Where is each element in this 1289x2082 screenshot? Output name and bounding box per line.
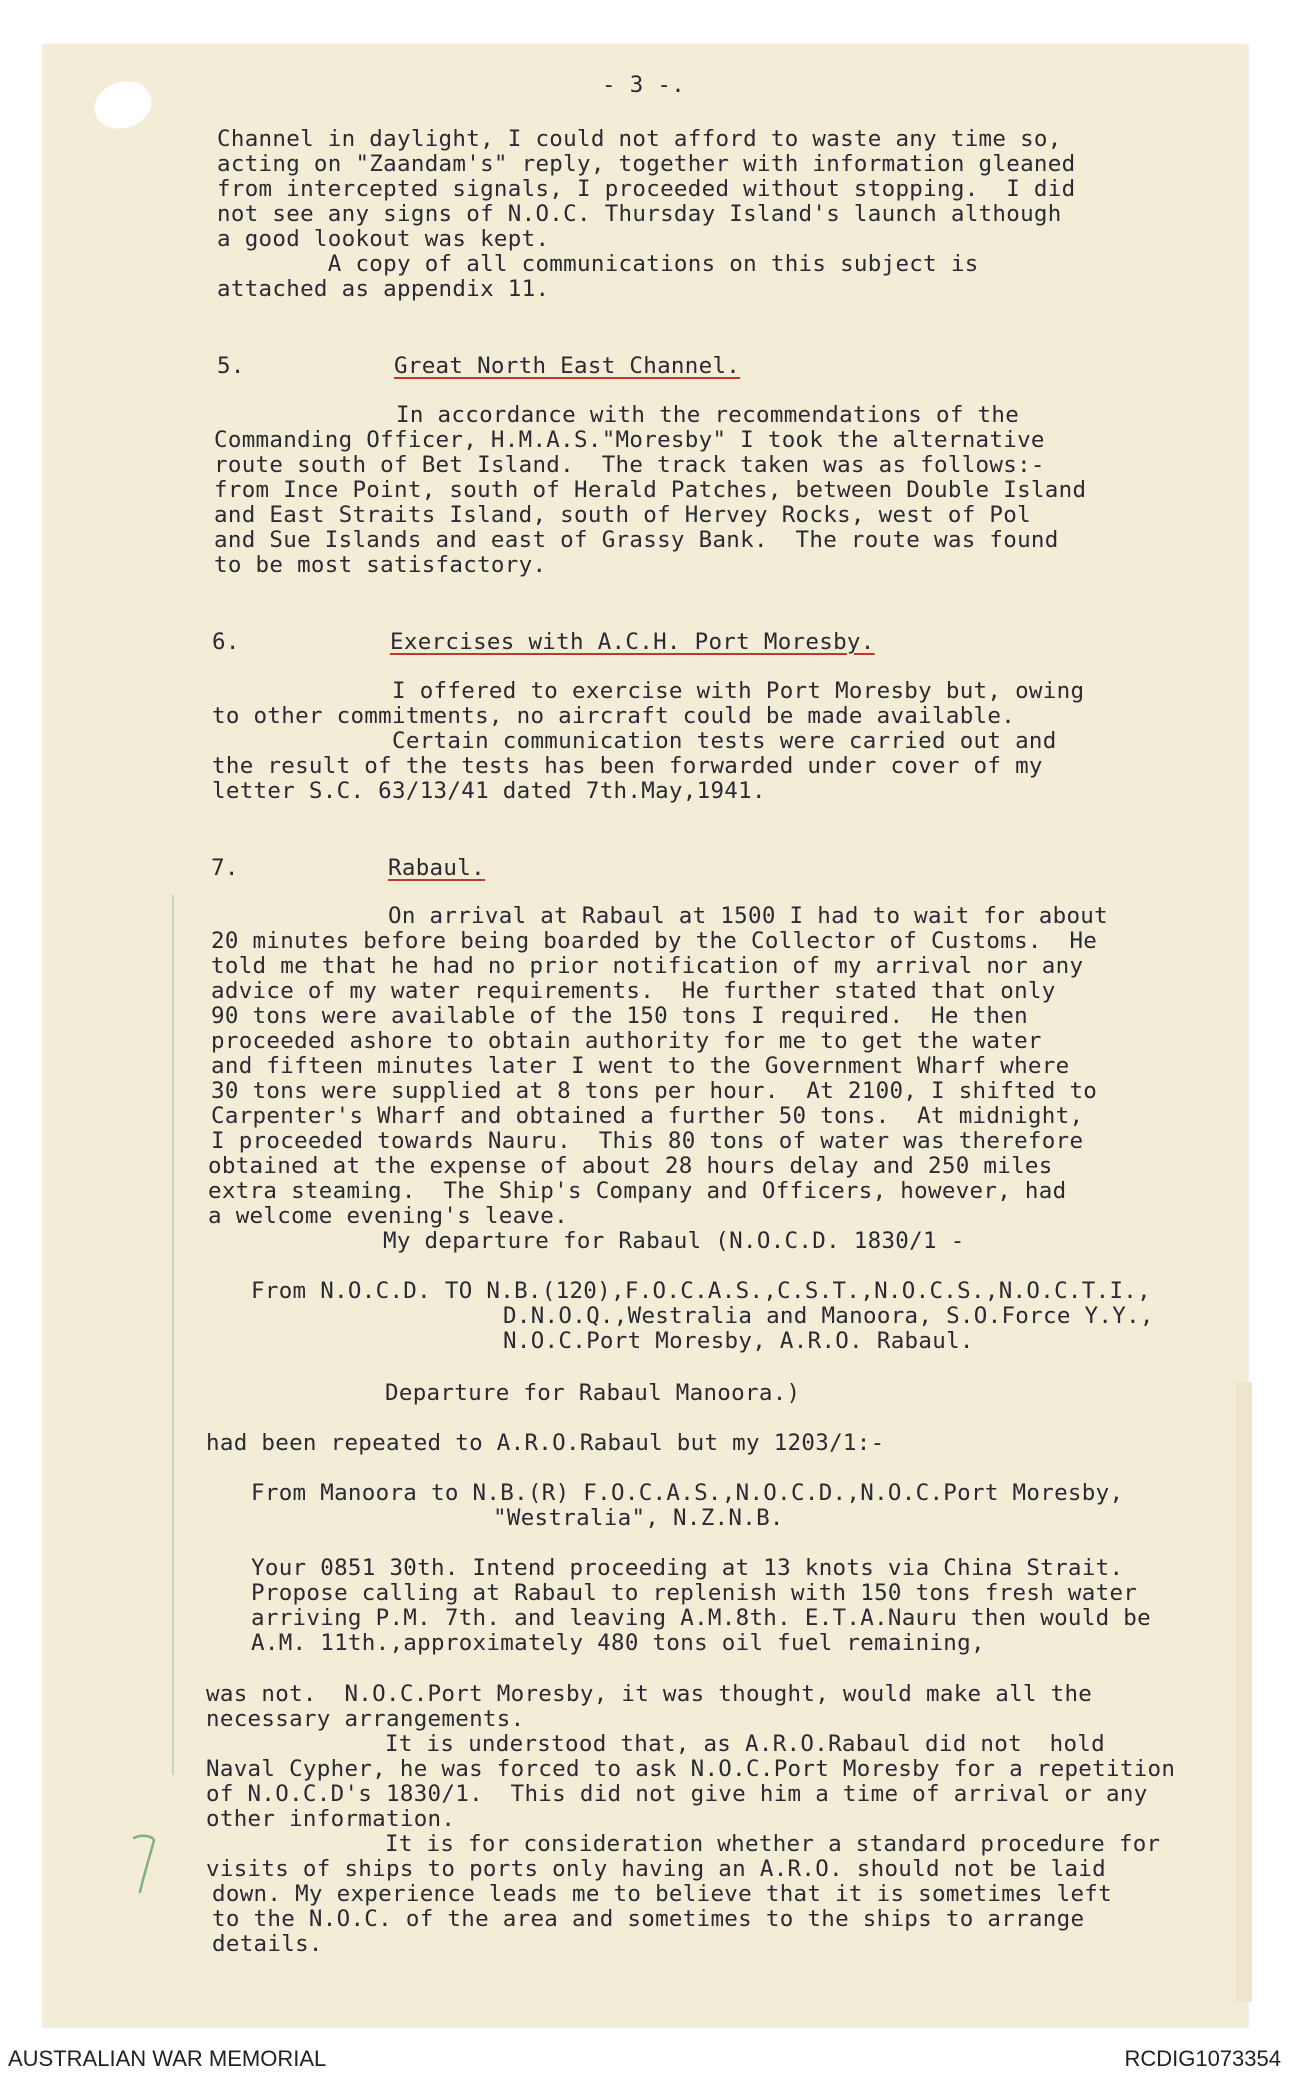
text-line: letter S.C. 63/13/41 dated 7th.May,1941.	[212, 778, 766, 804]
signal-text: Propose calling at Rabaul to replenish with 150 tons fresh water	[251, 1580, 1138, 1606]
text-line: route south of Bet Island. The track taken was as follows:-	[214, 452, 1045, 478]
signal-header: From Manoora to N.B.(R) F.O.C.A.S.,N.O.C.D.,N.O.C.Port Moresby,	[251, 1480, 1124, 1506]
text-line: 20 minutes before being boarded by the Collector of Customs. He	[211, 928, 1098, 954]
text-line: Channel in daylight, I could not afford to waste any time so,	[217, 126, 1062, 152]
text-line: from Ince Point, south of Herald Patches, between Double Island	[214, 477, 1087, 503]
text-line: necessary arrangements.	[206, 1706, 525, 1732]
text-line: 30 tons were supplied at 8 tons per hour. At 2100, I shifted to	[211, 1078, 1098, 1104]
signal-text: Departure for Rabaul Manoora.)	[385, 1380, 801, 1406]
signal-text: Your 0851 30th. Intend proceeding at 13 knots via China Strait.	[251, 1555, 1124, 1581]
text-line: told me that he had no prior notification of my arrival nor any	[211, 953, 1084, 979]
text-line: On arrival at Rabaul at 1500 I had to wait for about	[388, 903, 1108, 929]
section-number: 6.	[212, 629, 240, 655]
text-line: of N.O.C.D's 1830/1. This did not give him a time of arrival or any	[206, 1781, 1148, 1807]
text-line: attached as appendix 11.	[217, 276, 550, 302]
text-line: to other commitments, no aircraft could be made available.	[212, 703, 1016, 729]
page-number: - 3 -.	[602, 72, 686, 98]
text-line: obtained at the expense of about 28 hours delay and 250 miles	[208, 1153, 1053, 1179]
text-line: the result of the tests has been forwarded under cover of my	[212, 753, 1043, 779]
text-line: advice of my water requirements. He further stated that only	[211, 978, 1056, 1004]
text-line: 90 tons were available of the 150 tons I required. He then	[211, 1003, 1028, 1029]
text-line: Naval Cypher, he was forced to ask N.O.C.Port Moresby for a repetition	[206, 1756, 1176, 1782]
text-line: and East Straits Island, south of Hervey Rocks, west of Pol	[214, 502, 1031, 528]
section-heading: Rabaul.	[388, 855, 485, 881]
signal-header: D.N.O.Q.,Westralia and Manoora, S.O.Force Y.Y.,	[503, 1303, 1154, 1329]
signal-header: From N.O.C.D. TO N.B.(120),F.O.C.A.S.,C.S.T.,N.O.C.S.,N.O.C.T.I.,	[251, 1278, 1151, 1304]
archive-id: RCDIG1073354	[1124, 2046, 1281, 2071]
page-edge	[1236, 1382, 1252, 2002]
text-line: My departure for Rabaul (N.O.C.D. 1830/1 -	[383, 1228, 965, 1254]
text-line: not see any signs of N.O.C. Thursday Island's launch although	[217, 201, 1062, 227]
text-line: was not. N.O.C.Port Moresby, it was thought, would make all the	[206, 1681, 1093, 1707]
text-line: acting on "Zaandam's" reply, together with information gleaned	[217, 151, 1076, 177]
margin-mark	[172, 895, 174, 1775]
text-line: down. My experience leads me to believe that it is sometimes left	[212, 1881, 1112, 1907]
text-line: I offered to exercise with Port Moresby but, owing	[392, 678, 1085, 704]
section-heading: Great North East Channel.	[394, 353, 741, 379]
text-line: It is understood that, as A.R.O.Rabaul did not hold	[385, 1731, 1105, 1757]
pencil-mark	[130, 1832, 160, 1896]
text-line: visits of ships to ports only having an A.R.O. should not be laid	[206, 1856, 1106, 1882]
text-line: from intercepted signals, I proceeded without stopping. I did	[217, 176, 1076, 202]
text-line: to the N.O.C. of the area and sometimes to the ships to arrange	[212, 1906, 1085, 1932]
text-line: proceeded ashore to obtain authority for me to get the water	[211, 1028, 1042, 1054]
section-heading: Exercises with A.C.H. Port Moresby.	[390, 629, 875, 655]
text-line: In accordance with the recommendations of the	[396, 402, 1020, 428]
text-line: Carpenter's Wharf and obtained a further 50 tons. At midnight,	[211, 1103, 1084, 1129]
text-line: Commanding Officer, H.M.A.S."Moresby" I took the alternative	[214, 427, 1045, 453]
signal-text: A.M. 11th.,approximately 480 tons oil fuel remaining,	[251, 1630, 985, 1656]
section-number: 5.	[217, 353, 245, 379]
text-line: I proceeded towards Nauru. This 80 tons of water was therefore	[211, 1128, 1084, 1154]
text-line: and fifteen minutes later I went to the Government Wharf where	[211, 1053, 1070, 1079]
archive-label: AUSTRALIAN WAR MEMORIAL	[8, 2046, 327, 2071]
text-line: a welcome evening's leave.	[208, 1203, 568, 1229]
text-line: other information.	[206, 1806, 456, 1832]
text-line: had been repeated to A.R.O.Rabaul but my 1203/1:-	[206, 1430, 885, 1456]
text-line: Certain communication tests were carried out and	[392, 728, 1057, 754]
section-number: 7.	[211, 855, 239, 881]
text-line: to be most satisfactory.	[214, 552, 547, 578]
text-line: and Sue Islands and east of Grassy Bank. The route was found	[214, 527, 1059, 553]
text-line: A copy of all communications on this subject is	[217, 251, 979, 277]
text-line: It is for consideration whether a standard procedure for	[385, 1831, 1161, 1857]
text-line: a good lookout was kept.	[217, 226, 550, 252]
signal-text: arriving P.M. 7th. and leaving A.M.8th. E.T.A.Nauru then would be	[251, 1605, 1151, 1631]
text-line: extra steaming. The Ship's Company and Officers, however, had	[208, 1178, 1067, 1204]
signal-header: "Westralia", N.Z.N.B.	[493, 1505, 784, 1531]
text-line: details.	[212, 1931, 323, 1957]
signal-header: N.O.C.Port Moresby, A.R.O. Rabaul.	[503, 1328, 974, 1354]
